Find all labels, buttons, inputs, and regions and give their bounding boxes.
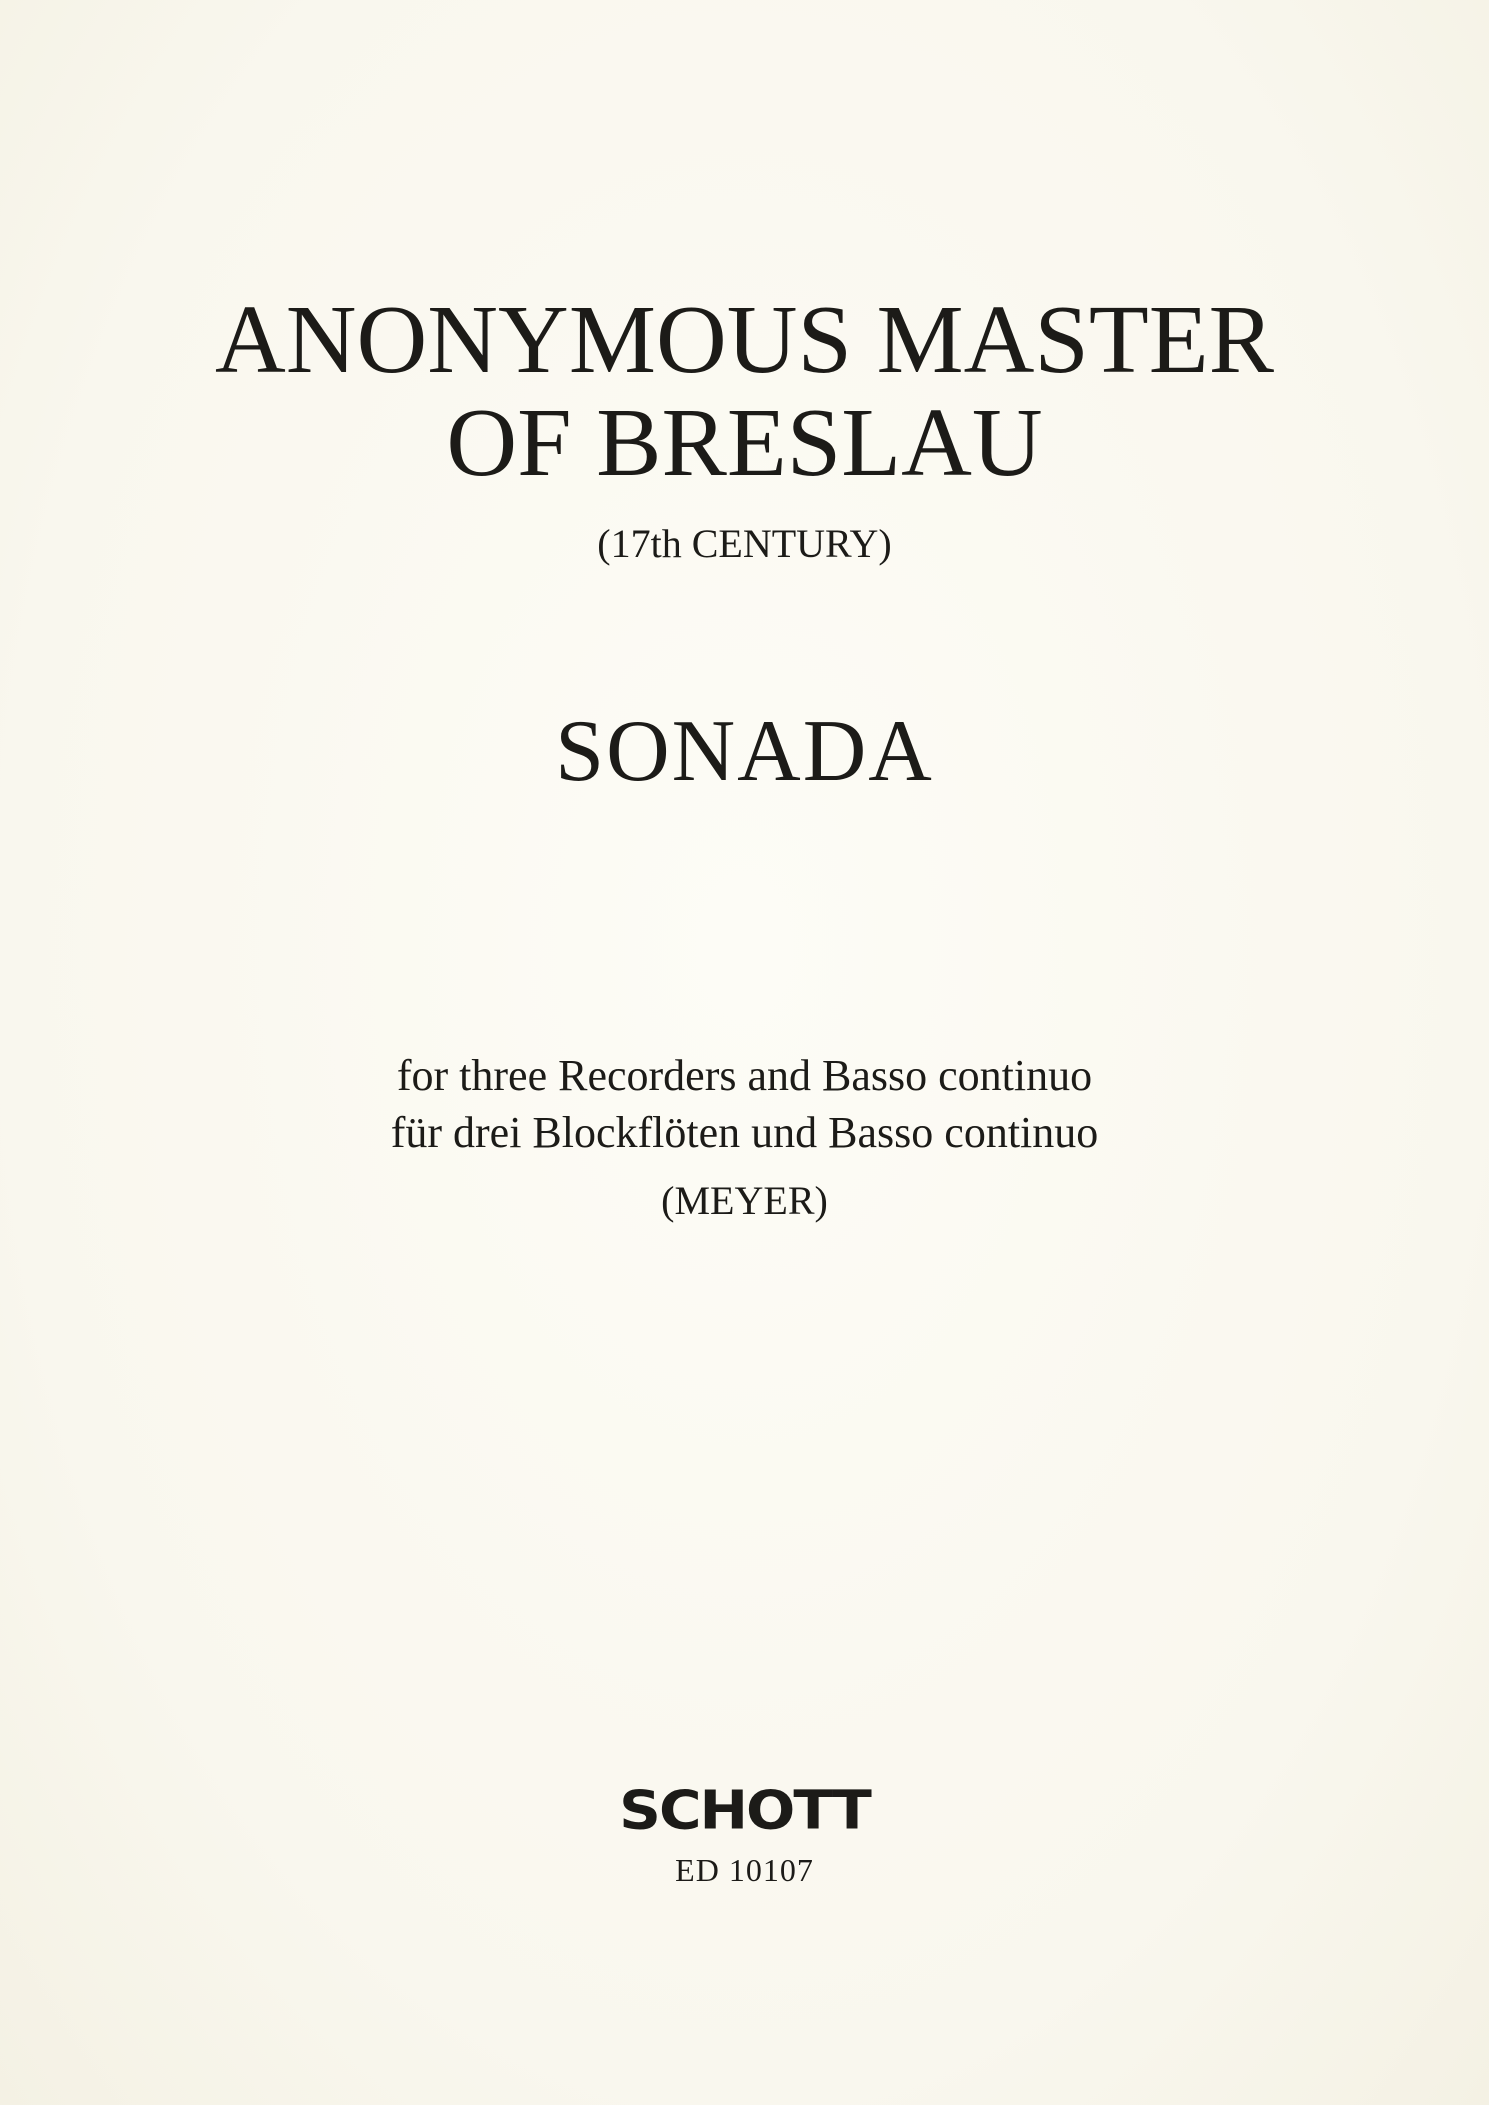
instrumentation-english: for three Recorders and Basso continuo xyxy=(396,1051,1093,1100)
editor-name: (MEYER) xyxy=(661,1178,828,1223)
edition-number: ED 10107 xyxy=(675,1852,814,1888)
century-label: (17th CENTURY) xyxy=(597,521,892,566)
composer-name-line-1: ANONYMOUS MASTER xyxy=(214,286,1275,394)
instrumentation-german: für drei Blockflöten und Basso continuo xyxy=(390,1108,1099,1157)
work-title: SONADA xyxy=(555,703,934,800)
publisher-logo: SCHOTT xyxy=(619,1778,870,1842)
composer-name-line-2: OF BRESLAU xyxy=(446,389,1043,497)
